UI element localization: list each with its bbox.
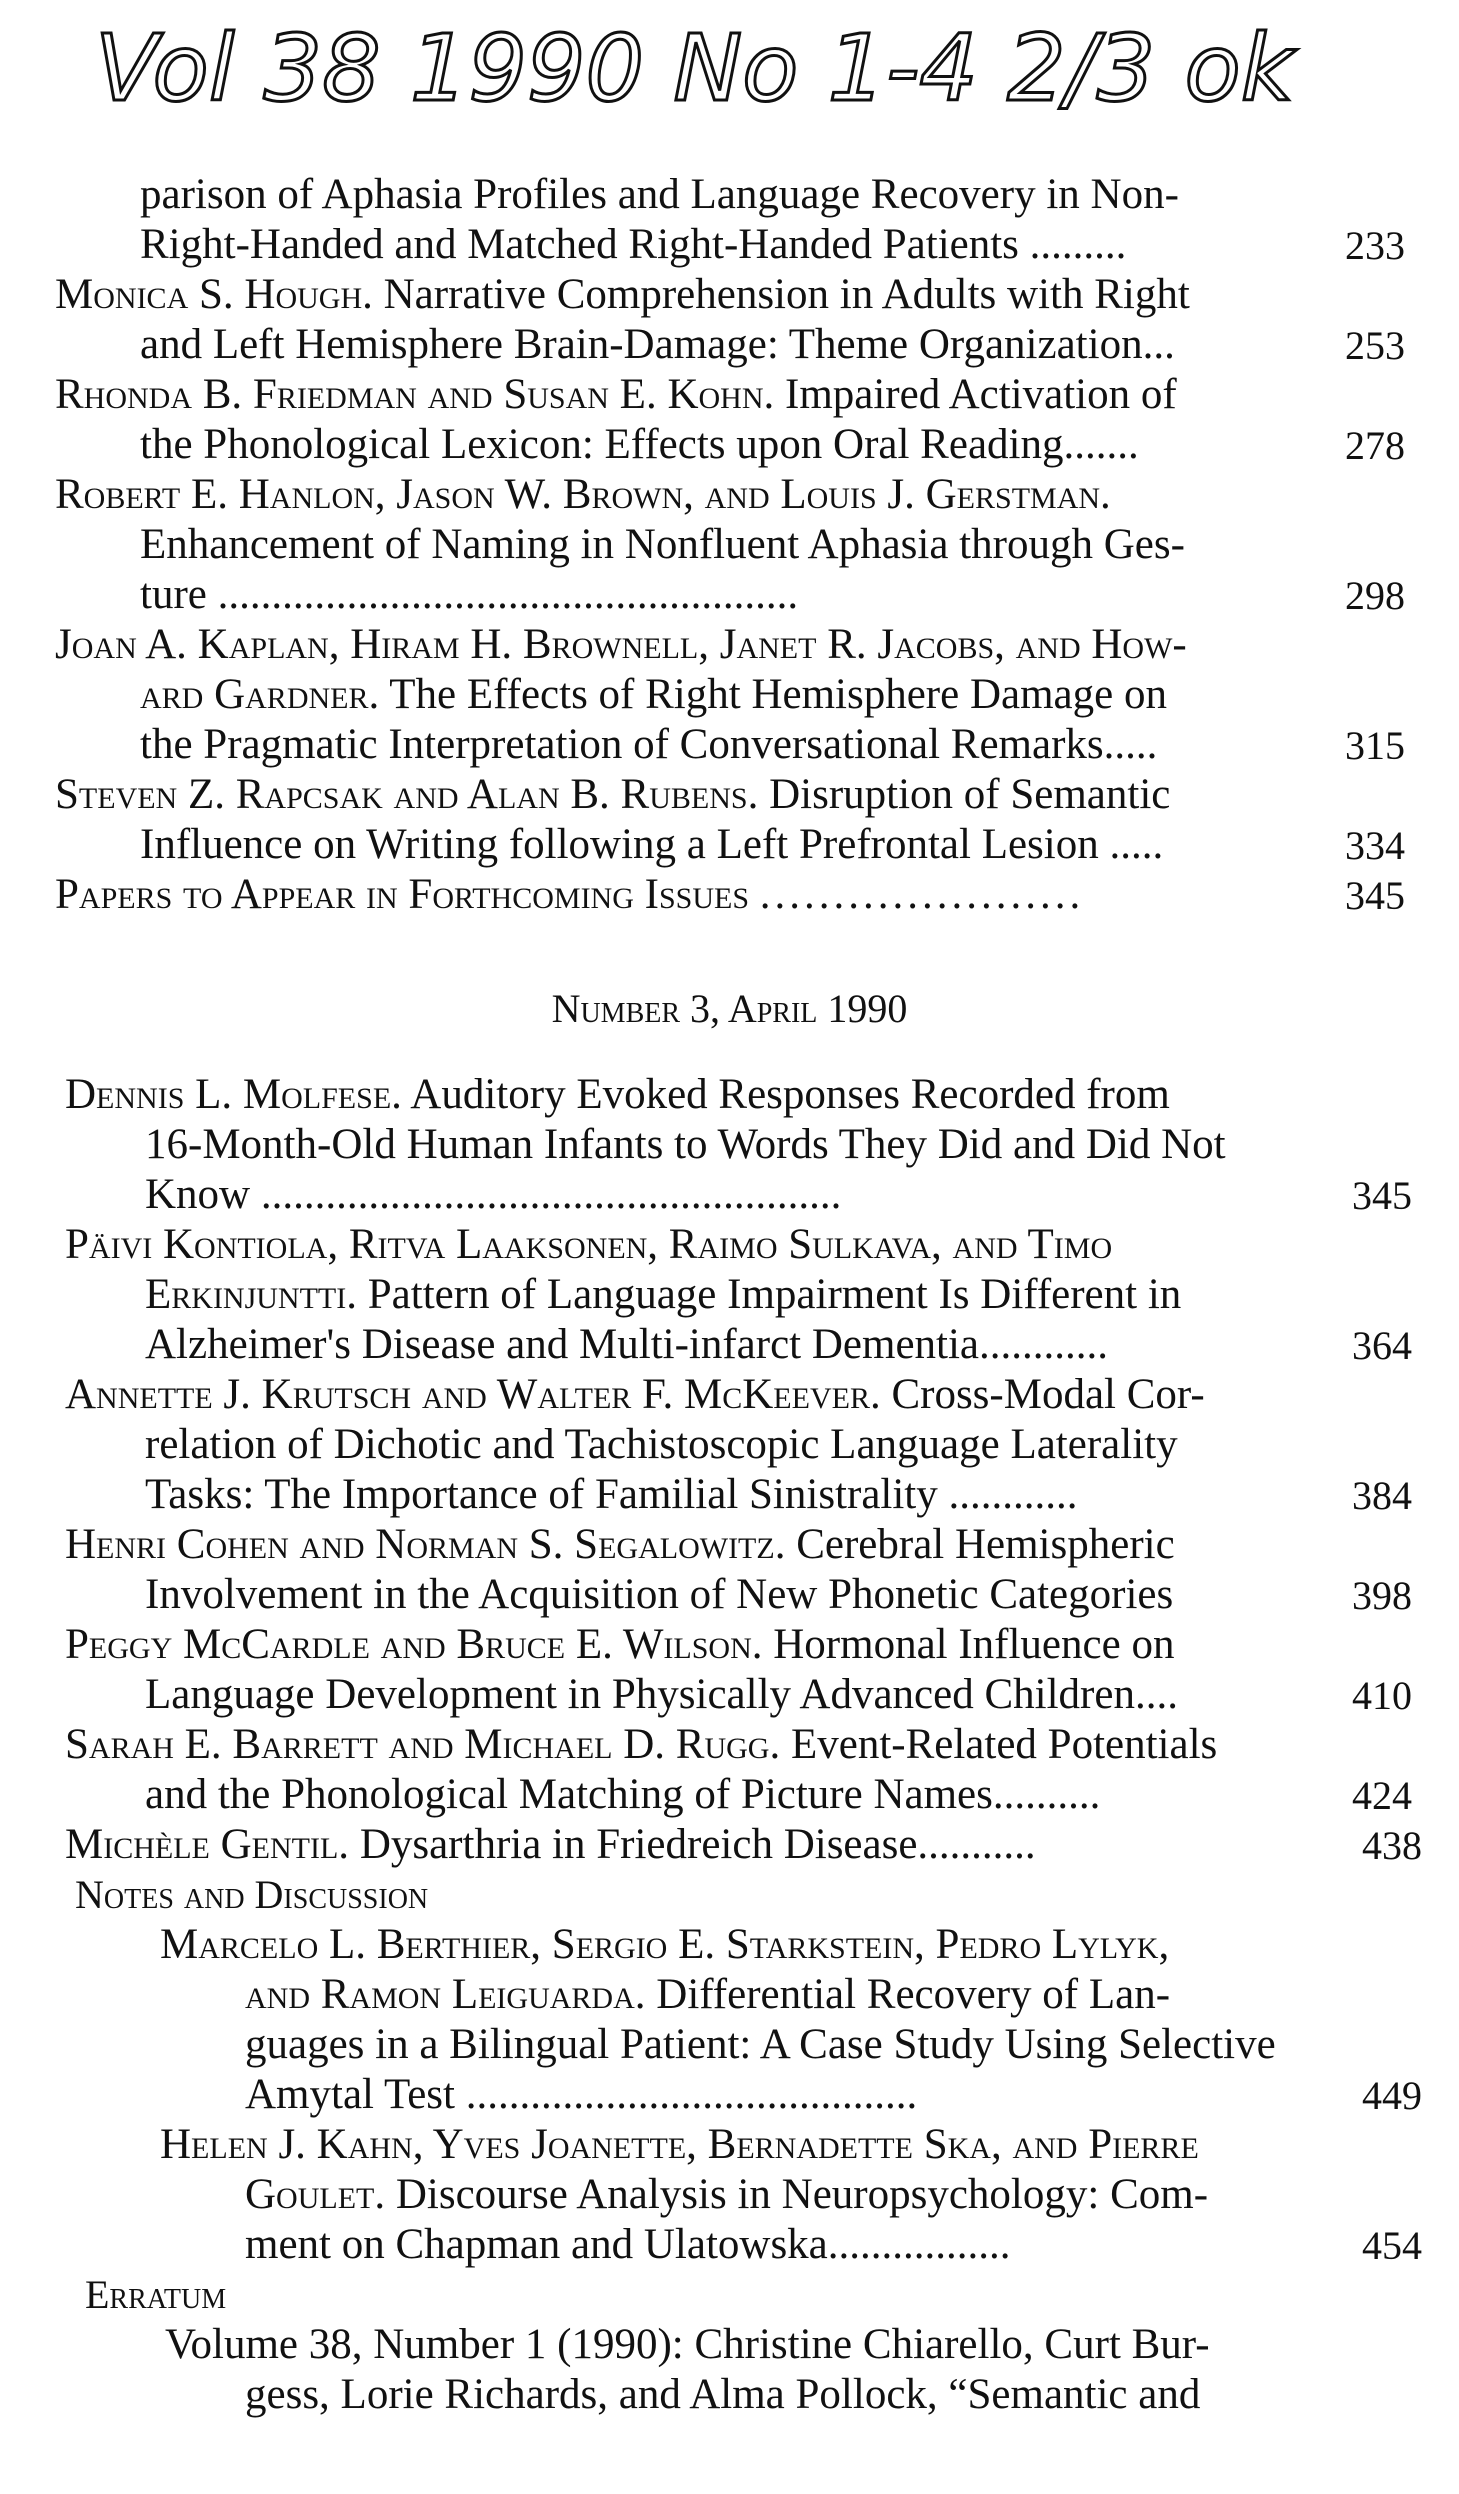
entry-first-line [65,1620,1174,1670]
page-number: 233 [1345,223,1405,268]
entry-title: Cerebral Hemispheric [796,1521,1175,1568]
entry-first-line [55,270,1190,320]
entry-title-line: Know ...................................................... [145,1171,842,1218]
entry-authors: Papers to Appear in Forthcoming Issues [55,871,749,918]
entry-title: Differential Recovery of Lan- [656,1971,1171,2018]
entry-title-line: ment on Chapman and Ulatowska................. [245,2221,1011,2268]
page-number: 398 [1352,1573,1412,1618]
entry-authors: Joan A. Kaplan, Hiram H. Brownell, Janet R. Jacobs, and How- [55,621,1187,668]
entry-authors: Helen J. Kahn, Yves Joanette, Bernadette Ska, and Pierre [160,2121,1199,2168]
entry-first-line [65,1520,1175,1570]
page-number: 334 [1345,823,1405,868]
entry-title: Disruption of Semantic [769,771,1171,818]
entry-title-line: Right-Handed and Matched Right-Handed Patients ......... [140,221,1127,268]
page-number: 384 [1352,1473,1412,1518]
page-number: 424 [1352,1773,1412,1818]
entry-title-line: 16-Month-Old Human Infants to Words They Did and Did Not [145,1121,1226,1168]
entry-title-line: Influence on Writing following a Left Prefrontal Lesion ..... [140,821,1164,868]
entry-first-line [65,1070,1170,1120]
entry-first-line [65,1820,1036,1870]
entry-first-line [65,1720,1217,1770]
entry-first-line [55,870,1084,920]
entry-title: Auditory Evoked Responses Recorded from [410,1071,1170,1118]
entry-authors: Peggy McCardle and Bruce E. Wilson. [65,1621,763,1668]
page-number: 410 [1352,1673,1412,1718]
entry-first-line [245,2170,1208,2220]
entry-authors: Sarah E. Barrett and Michael D. Rugg. [65,1721,781,1768]
entry-first-line [145,1270,1181,1320]
entry-title: The Effects of Right Hemisphere Damage on [389,671,1167,718]
entry-authors: ard Gardner. [140,671,380,718]
entry-leader-dots: ...................... [759,871,1085,918]
entry-first-line [55,370,1177,420]
entry-title: Discourse Analysis in Neuropsychology: Com- [395,2171,1209,2218]
entry-title-line: the Phonological Lexicon: Effects upon Oral Reading....... [140,421,1139,468]
entry-first-line [55,770,1170,820]
entry-title: Pattern of Language Impairment Is Different in [367,1271,1182,1318]
section-heading-number-3: Number 3, April 1990 [551,986,908,1031]
entry-first-line [65,1370,1205,1420]
entry-title-line: Amytal Test .......................................... [245,2071,918,2118]
entry-authors: Monica S. Hough. [55,271,373,318]
entry-title-line: Alzheimer's Disease and Multi-infarct Dementia............ [145,1321,1109,1368]
entry-title-line: Enhancement of Naming in Nonfluent Aphasia through Ges- [140,521,1185,568]
entry-title: Dysarthria in Friedreich Disease........... [359,1821,1036,1868]
page-number: 345 [1345,873,1405,918]
entry-title: Narrative Comprehension in Adults with Right [383,271,1190,318]
page-number: 438 [1362,1823,1422,1868]
handwritten-annotation [0,0,1459,150]
page-number: 278 [1345,423,1405,468]
entry-title: Cross-Modal Cor- [891,1371,1205,1418]
erratum-line: gess, Lorie Richards, and Alma Pollock, “Semantic and [245,2371,1201,2418]
entry-authors: and Ramon Leiguarda. [245,1971,646,2018]
erratum-line: Volume 38, Number 1 (1990): Christine Chiarello, Curt Bur- [165,2321,1210,2368]
entry-title: Hormonal Influence on [773,1621,1175,1668]
entry-title-line: Tasks: The Importance of Familial Sinistrality ............ [145,1471,1078,1518]
entry-title-line: ture ...................................................... [140,571,799,618]
page-number: 253 [1345,323,1405,368]
entry-title-line: and the Phonological Matching of Picture Names.......... [145,1771,1101,1818]
entry-title-line: Involvement in the Acquisition of New Phonetic Categories [145,1571,1174,1618]
page-number: 315 [1345,723,1405,768]
erratum-heading: Erratum [85,2272,227,2317]
entry-authors: Goulet. [245,2171,386,2218]
entry-title-line: Language Development in Physically Advanced Children.... [145,1671,1178,1718]
notes-and-discussion-heading: Notes and Discussion [75,1872,429,1917]
entry-title-line: the Pragmatic Interpretation of Conversational Remarks..... [140,721,1158,768]
entry-authors: Annette J. Krutsch and Walter F. McKeever. [65,1371,881,1418]
page-number: 298 [1345,573,1405,618]
entry-title-line: parison of Aphasia Profiles and Language Recovery in Non- [140,171,1179,218]
entry-first-line [245,1970,1170,2020]
entry-authors: Michèle Gentil. [65,1821,350,1868]
page-number: 449 [1362,2073,1422,2118]
entry-title-line: and Left Hemisphere Brain-Damage: Theme Organization... [140,321,1175,368]
entry-title: Event-Related Potentials [790,1721,1218,1768]
entry-authors: Rhonda B. Friedman and Susan E. Kohn. [55,371,775,418]
entry-authors: Erkinjuntti. [145,1271,357,1318]
entry-authors: Henri Cohen and Norman S. Segalowitz. [65,1521,786,1568]
entry-title: Impaired Activation of [785,371,1177,418]
page-number: 364 [1352,1323,1412,1368]
entry-authors: Robert E. Hanlon, Jason W. Brown, and Louis J. Gerstman. [55,471,1111,518]
entry-authors: Marcelo L. Berthier, Sergio E. Starkstein, Pedro Lylyk, [160,1921,1170,1968]
entry-authors: Päivi Kontiola, Ritva Laaksonen, Raimo Sulkava, and Timo [65,1221,1113,1268]
page-number: 454 [1362,2223,1422,2268]
entry-first-line [140,670,1167,720]
page-number: 345 [1352,1173,1412,1218]
entry-title-line: guages in a Bilingual Patient: A Case Study Using Selective [245,2021,1276,2068]
entry-title-line: relation of Dichotic and Tachistoscopic Language Laterality [145,1421,1178,1468]
entry-authors: Dennis L. Molfese. [65,1071,402,1118]
handwritten-note: Vol 38 1990 No 1-4 2/3 ok [95,15,1295,122]
entry-authors: Steven Z. Rapcsak and Alan B. Rubens. [55,771,759,818]
